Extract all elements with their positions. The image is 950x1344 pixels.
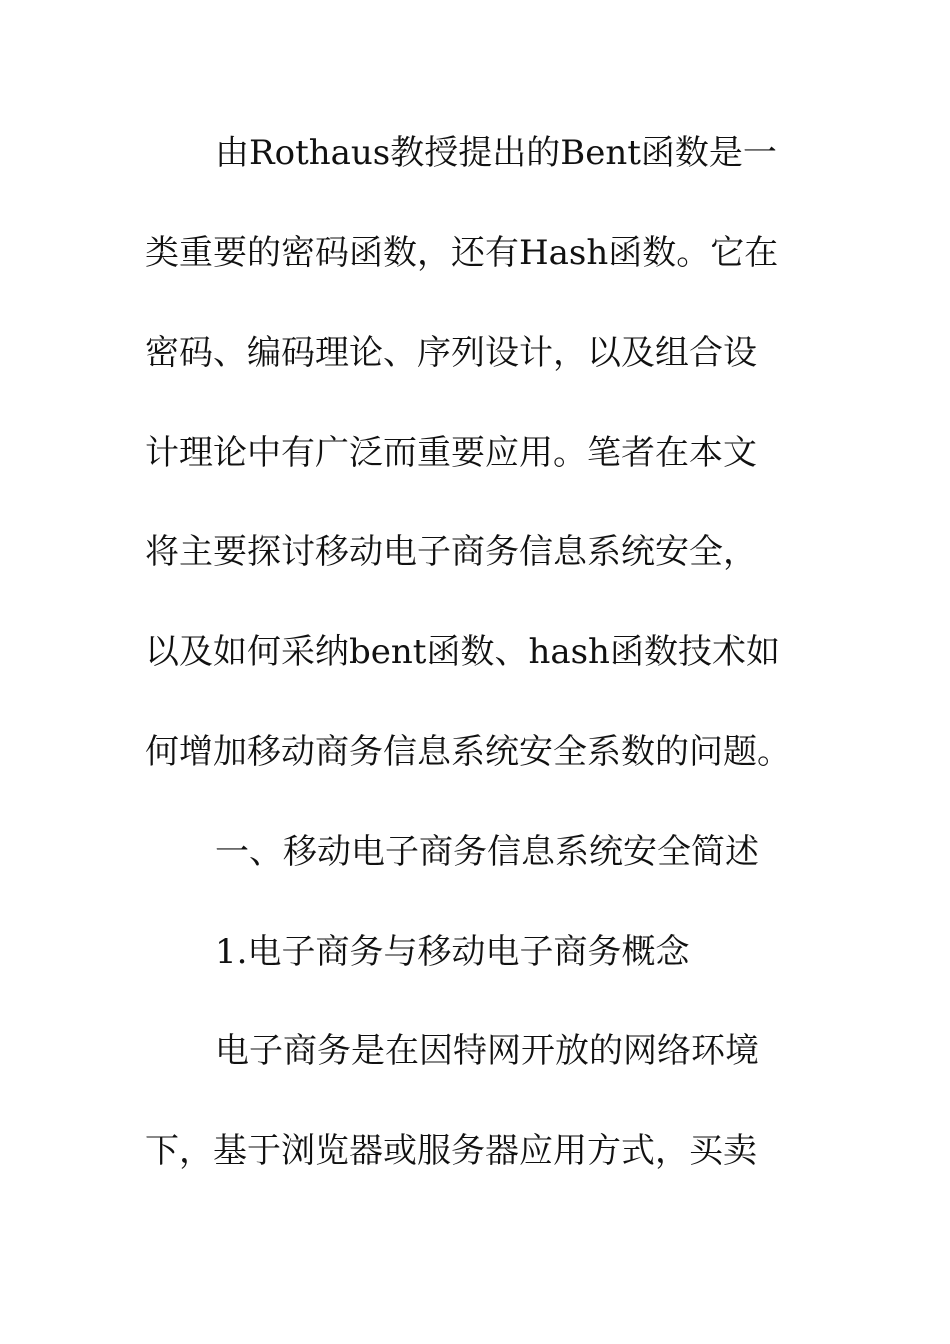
paragraph-1-line-1: 由Rothaus教授提出的Bent函数是一: [215, 133, 777, 173]
paragraph-2-line-1: 电子商务是在因特网开放的网络环境: [215, 1031, 759, 1071]
section-heading: 一、移动电子商务信息系统安全简述: [215, 832, 759, 872]
paragraph-1-line-6: 以及如何采纳bent函数、hash函数技术如: [145, 632, 780, 672]
paragraph-1-line-5: 将主要探讨移动电子商务信息系统安全，: [145, 532, 757, 572]
paragraph-1-line-4: 计理论中有广泛而重要应用。笔者在本文: [145, 433, 757, 473]
subsection-heading: 1.电子商务与移动电子商务概念: [215, 932, 690, 972]
paragraph-1-line-7: 何增加移动商务信息系统安全系数的问题。: [145, 732, 791, 772]
paragraph-1-line-2: 类重要的密码函数，还有Hash函数。它在: [145, 233, 779, 273]
paragraph-2-line-2: 下，基于浏览器或服务器应用方式，买卖: [145, 1131, 757, 1171]
paragraph-1-line-3: 密码、编码理论、序列设计，以及组合设: [145, 333, 757, 373]
